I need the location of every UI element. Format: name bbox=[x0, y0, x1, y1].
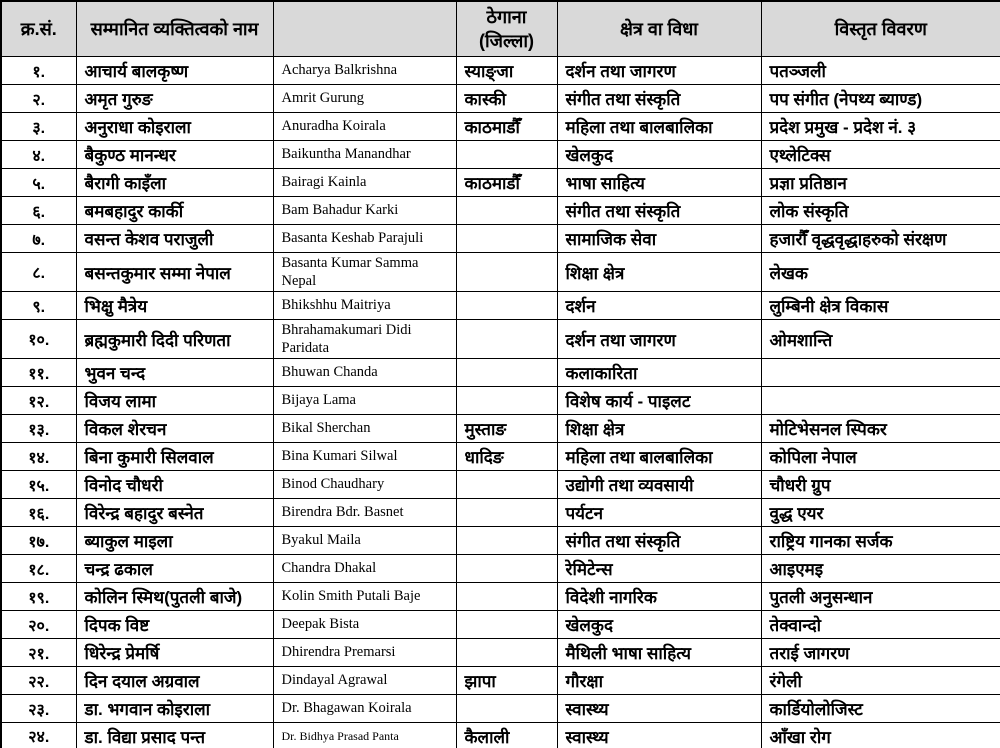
cell-district bbox=[456, 225, 557, 253]
cell-field: शिक्षा क्षेत्र bbox=[557, 415, 761, 443]
cell-name-devanagari: दिन दयाल अग्रवाल bbox=[76, 667, 273, 695]
cell-name-english: Dr. Bidhya Prasad Panta bbox=[273, 723, 456, 748]
cell-name-devanagari: भुवन चन्द bbox=[76, 359, 273, 387]
cell-district: कास्की bbox=[456, 85, 557, 113]
cell-serial: ९. bbox=[1, 292, 76, 320]
cell-district bbox=[456, 471, 557, 499]
cell-district bbox=[456, 611, 557, 639]
cell-name-english: Dr. Bhagawan Koirala bbox=[273, 695, 456, 723]
cell-district bbox=[456, 695, 557, 723]
cell-name-english: Dhirendra Premarsi bbox=[273, 639, 456, 667]
cell-name-english: Basanta Kumar Samma Nepal bbox=[273, 253, 456, 292]
cell-detail: कोपिला नेपाल bbox=[761, 443, 1000, 471]
cell-serial: ११. bbox=[1, 359, 76, 387]
cell-district bbox=[456, 527, 557, 555]
cell-serial: ७. bbox=[1, 225, 76, 253]
cell-name-devanagari: विरेन्द्र बहादुर बस्नेत bbox=[76, 499, 273, 527]
cell-serial: २२. bbox=[1, 667, 76, 695]
cell-district bbox=[456, 555, 557, 583]
cell-name-devanagari: कोलिन स्मिथ(पुतली बाजे) bbox=[76, 583, 273, 611]
cell-field: दर्शन तथा जागरण bbox=[557, 320, 761, 359]
cell-serial: २१. bbox=[1, 639, 76, 667]
cell-detail: चौधरी ग्रुप bbox=[761, 471, 1000, 499]
cell-field: विदेशी नागरिक bbox=[557, 583, 761, 611]
table-row bbox=[1, 169, 1000, 197]
cell-name-english: Birendra Bdr. Basnet bbox=[273, 499, 456, 527]
cell-serial: ५. bbox=[1, 169, 76, 197]
cell-serial: ८. bbox=[1, 253, 76, 292]
table-row bbox=[1, 471, 1000, 499]
header-serial: क्र.सं. bbox=[1, 1, 76, 57]
cell-name-devanagari: ब्याकुल माइला bbox=[76, 527, 273, 555]
cell-district: धादिङ bbox=[456, 443, 557, 471]
cell-field: कलाकारिता bbox=[557, 359, 761, 387]
table-row bbox=[1, 320, 1000, 359]
cell-field: दर्शन bbox=[557, 292, 761, 320]
cell-name-devanagari: विनोद चौधरी bbox=[76, 471, 273, 499]
cell-serial: १०. bbox=[1, 320, 76, 359]
cell-district bbox=[456, 639, 557, 667]
cell-name-devanagari: डा. विद्या प्रसाद पन्त bbox=[76, 723, 273, 748]
cell-serial: १८. bbox=[1, 555, 76, 583]
cell-field: उद्योगी तथा व्यवसायी bbox=[557, 471, 761, 499]
cell-serial: १३. bbox=[1, 415, 76, 443]
cell-detail: ओमशान्ति bbox=[761, 320, 1000, 359]
cell-serial: २४. bbox=[1, 723, 76, 748]
header-detail: विस्तृत विवरण bbox=[761, 1, 1000, 57]
table-row bbox=[1, 253, 1000, 292]
cell-field: स्वास्थ्य bbox=[557, 695, 761, 723]
cell-field: स्वास्थ्य bbox=[557, 723, 761, 748]
cell-name-english: Bam Bahadur Karki bbox=[273, 197, 456, 225]
cell-detail: पुतली अनुसन्धान bbox=[761, 583, 1000, 611]
cell-name-devanagari: विजय लामा bbox=[76, 387, 273, 415]
cell-name-devanagari: दिपक विष्ट bbox=[76, 611, 273, 639]
table-row bbox=[1, 292, 1000, 320]
cell-field: महिला तथा बालबालिका bbox=[557, 443, 761, 471]
table-row bbox=[1, 723, 1000, 748]
table-row bbox=[1, 527, 1000, 555]
cell-serial: १७. bbox=[1, 527, 76, 555]
cell-field: विशेष कार्य - पाइलट bbox=[557, 387, 761, 415]
cell-serial: ३. bbox=[1, 113, 76, 141]
cell-serial: १४. bbox=[1, 443, 76, 471]
cell-detail: पतञ्जली bbox=[761, 57, 1000, 85]
cell-serial: ६. bbox=[1, 197, 76, 225]
table-row bbox=[1, 639, 1000, 667]
cell-district: झापा bbox=[456, 667, 557, 695]
cell-field: रेमिटेन्स bbox=[557, 555, 761, 583]
cell-serial: २३. bbox=[1, 695, 76, 723]
cell-detail: लेखक bbox=[761, 253, 1000, 292]
cell-name-english: Binod Chaudhary bbox=[273, 471, 456, 499]
cell-field: दर्शन तथा जागरण bbox=[557, 57, 761, 85]
cell-detail: पप संगीत (नेपथ्य ब्याण्ड) bbox=[761, 85, 1000, 113]
cell-district bbox=[456, 583, 557, 611]
cell-name-devanagari: धिरेन्द्र प्रेमर्षि bbox=[76, 639, 273, 667]
cell-name-devanagari: बमबहादुर कार्की bbox=[76, 197, 273, 225]
cell-detail bbox=[761, 387, 1000, 415]
cell-name-devanagari: बिना कुमारी सिलवाल bbox=[76, 443, 273, 471]
cell-name-english: Byakul Maila bbox=[273, 527, 456, 555]
cell-name-devanagari: डा. भगवान कोइराला bbox=[76, 695, 273, 723]
cell-name-english: Basanta Keshab Parajuli bbox=[273, 225, 456, 253]
cell-district: काठमाडौँ bbox=[456, 113, 557, 141]
cell-name-devanagari: बैकुण्ठ मानन्धर bbox=[76, 141, 273, 169]
cell-detail: राष्ट्रिय गानका सर्जक bbox=[761, 527, 1000, 555]
cell-detail: आइएमइ bbox=[761, 555, 1000, 583]
table-row bbox=[1, 141, 1000, 169]
cell-name-english: Bairagi Kainla bbox=[273, 169, 456, 197]
cell-name-devanagari: वसन्त केशव पराजुली bbox=[76, 225, 273, 253]
header-name-english bbox=[273, 1, 456, 57]
cell-name-english: Bijaya Lama bbox=[273, 387, 456, 415]
cell-field: संगीत तथा संस्कृति bbox=[557, 85, 761, 113]
cell-field: महिला तथा बालबालिका bbox=[557, 113, 761, 141]
cell-field: संगीत तथा संस्कृति bbox=[557, 527, 761, 555]
cell-detail: तराई जागरण bbox=[761, 639, 1000, 667]
cell-detail: रंगेली bbox=[761, 667, 1000, 695]
table-row bbox=[1, 583, 1000, 611]
cell-name-devanagari: ब्रह्मकुमारी दिदी परिणता bbox=[76, 320, 273, 359]
cell-field: खेलकुद bbox=[557, 611, 761, 639]
cell-serial: १. bbox=[1, 57, 76, 85]
cell-field: पर्यटन bbox=[557, 499, 761, 527]
cell-detail: तेक्वान्दो bbox=[761, 611, 1000, 639]
cell-field: शिक्षा क्षेत्र bbox=[557, 253, 761, 292]
table-row bbox=[1, 415, 1000, 443]
cell-name-english: Dindayal Agrawal bbox=[273, 667, 456, 695]
cell-name-devanagari: आचार्य बालकृष्ण bbox=[76, 57, 273, 85]
cell-detail: लोक संस्कृति bbox=[761, 197, 1000, 225]
cell-detail: कार्डियोलोजिस्ट bbox=[761, 695, 1000, 723]
cell-field: भाषा साहित्य bbox=[557, 169, 761, 197]
table-row bbox=[1, 113, 1000, 141]
table-row bbox=[1, 499, 1000, 527]
cell-field: मैथिली भाषा साहित्य bbox=[557, 639, 761, 667]
cell-serial: ४. bbox=[1, 141, 76, 169]
cell-district: मुस्ताङ bbox=[456, 415, 557, 443]
cell-detail: लुम्बिनी क्षेत्र विकास bbox=[761, 292, 1000, 320]
cell-name-english: Acharya Balkrishna bbox=[273, 57, 456, 85]
cell-field: खेलकुद bbox=[557, 141, 761, 169]
cell-district bbox=[456, 253, 557, 292]
table-row bbox=[1, 57, 1000, 85]
table-row bbox=[1, 225, 1000, 253]
cell-detail: एथ्लेटिक्स bbox=[761, 141, 1000, 169]
header-district: ठेगाना (जिल्ला) bbox=[456, 1, 557, 57]
cell-district: कैलाली bbox=[456, 723, 557, 748]
cell-district bbox=[456, 320, 557, 359]
cell-detail: प्रज्ञा प्रतिष्ठान bbox=[761, 169, 1000, 197]
cell-name-english: Bhuwan Chanda bbox=[273, 359, 456, 387]
cell-serial: २. bbox=[1, 85, 76, 113]
header-field: क्षेत्र वा विधा bbox=[557, 1, 761, 57]
cell-name-english: Amrit Gurung bbox=[273, 85, 456, 113]
cell-serial: १५. bbox=[1, 471, 76, 499]
cell-detail: मोटिभेसनल स्पिकर bbox=[761, 415, 1000, 443]
cell-district bbox=[456, 292, 557, 320]
table-row bbox=[1, 555, 1000, 583]
cell-name-devanagari: बसन्तकुमार सम्मा नेपाल bbox=[76, 253, 273, 292]
table-row bbox=[1, 197, 1000, 225]
cell-detail: प्रदेश प्रमुख - प्रदेश नं. ३ bbox=[761, 113, 1000, 141]
table-row bbox=[1, 443, 1000, 471]
cell-name-english: Baikuntha Manandhar bbox=[273, 141, 456, 169]
cell-name-devanagari: विकल शेरचन bbox=[76, 415, 273, 443]
cell-district bbox=[456, 197, 557, 225]
cell-serial: १२. bbox=[1, 387, 76, 415]
table-row bbox=[1, 387, 1000, 415]
cell-serial: १६. bbox=[1, 499, 76, 527]
cell-name-english: Bikal Sherchan bbox=[273, 415, 456, 443]
cell-name-devanagari: अनुराधा कोइराला bbox=[76, 113, 273, 141]
cell-district bbox=[456, 141, 557, 169]
cell-name-english: Bhrahamakumari Didi Paridata bbox=[273, 320, 456, 359]
cell-field: संगीत तथा संस्कृति bbox=[557, 197, 761, 225]
cell-name-devanagari: अमृत गुरुङ bbox=[76, 85, 273, 113]
table-row bbox=[1, 695, 1000, 723]
cell-detail: आँखा रोग bbox=[761, 723, 1000, 748]
cell-field: सामाजिक सेवा bbox=[557, 225, 761, 253]
header-name: सम्मानित व्यक्तित्वको नाम bbox=[76, 1, 273, 57]
table-body bbox=[1, 57, 1000, 748]
cell-name-devanagari: बैरागी काइँला bbox=[76, 169, 273, 197]
table-row bbox=[1, 359, 1000, 387]
table-row bbox=[1, 611, 1000, 639]
cell-detail: हजारौँ वृद्धवृद्धाहरुको संरक्षण bbox=[761, 225, 1000, 253]
cell-serial: १९. bbox=[1, 583, 76, 611]
cell-name-english: Deepak Bista bbox=[273, 611, 456, 639]
cell-detail: वुद्ध एयर bbox=[761, 499, 1000, 527]
table-row bbox=[1, 85, 1000, 113]
cell-field: गौरक्षा bbox=[557, 667, 761, 695]
cell-name-devanagari: भिक्षु मैत्रेय bbox=[76, 292, 273, 320]
header-row bbox=[1, 1, 1000, 57]
cell-name-english: Bina Kumari Silwal bbox=[273, 443, 456, 471]
cell-name-devanagari: चन्द्र ढकाल bbox=[76, 555, 273, 583]
cell-district: स्याङ्जा bbox=[456, 57, 557, 85]
cell-name-english: Chandra Dhakal bbox=[273, 555, 456, 583]
cell-name-english: Anuradha Koirala bbox=[273, 113, 456, 141]
cell-detail bbox=[761, 359, 1000, 387]
cell-name-english: Kolin Smith Putali Baje bbox=[273, 583, 456, 611]
table-row bbox=[1, 667, 1000, 695]
cell-serial: २०. bbox=[1, 611, 76, 639]
table-header bbox=[1, 1, 1000, 57]
cell-district: काठमाडौँ bbox=[456, 169, 557, 197]
cell-district bbox=[456, 387, 557, 415]
cell-district bbox=[456, 499, 557, 527]
cell-district bbox=[456, 359, 557, 387]
cell-name-english: Bhikshhu Maitriya bbox=[273, 292, 456, 320]
